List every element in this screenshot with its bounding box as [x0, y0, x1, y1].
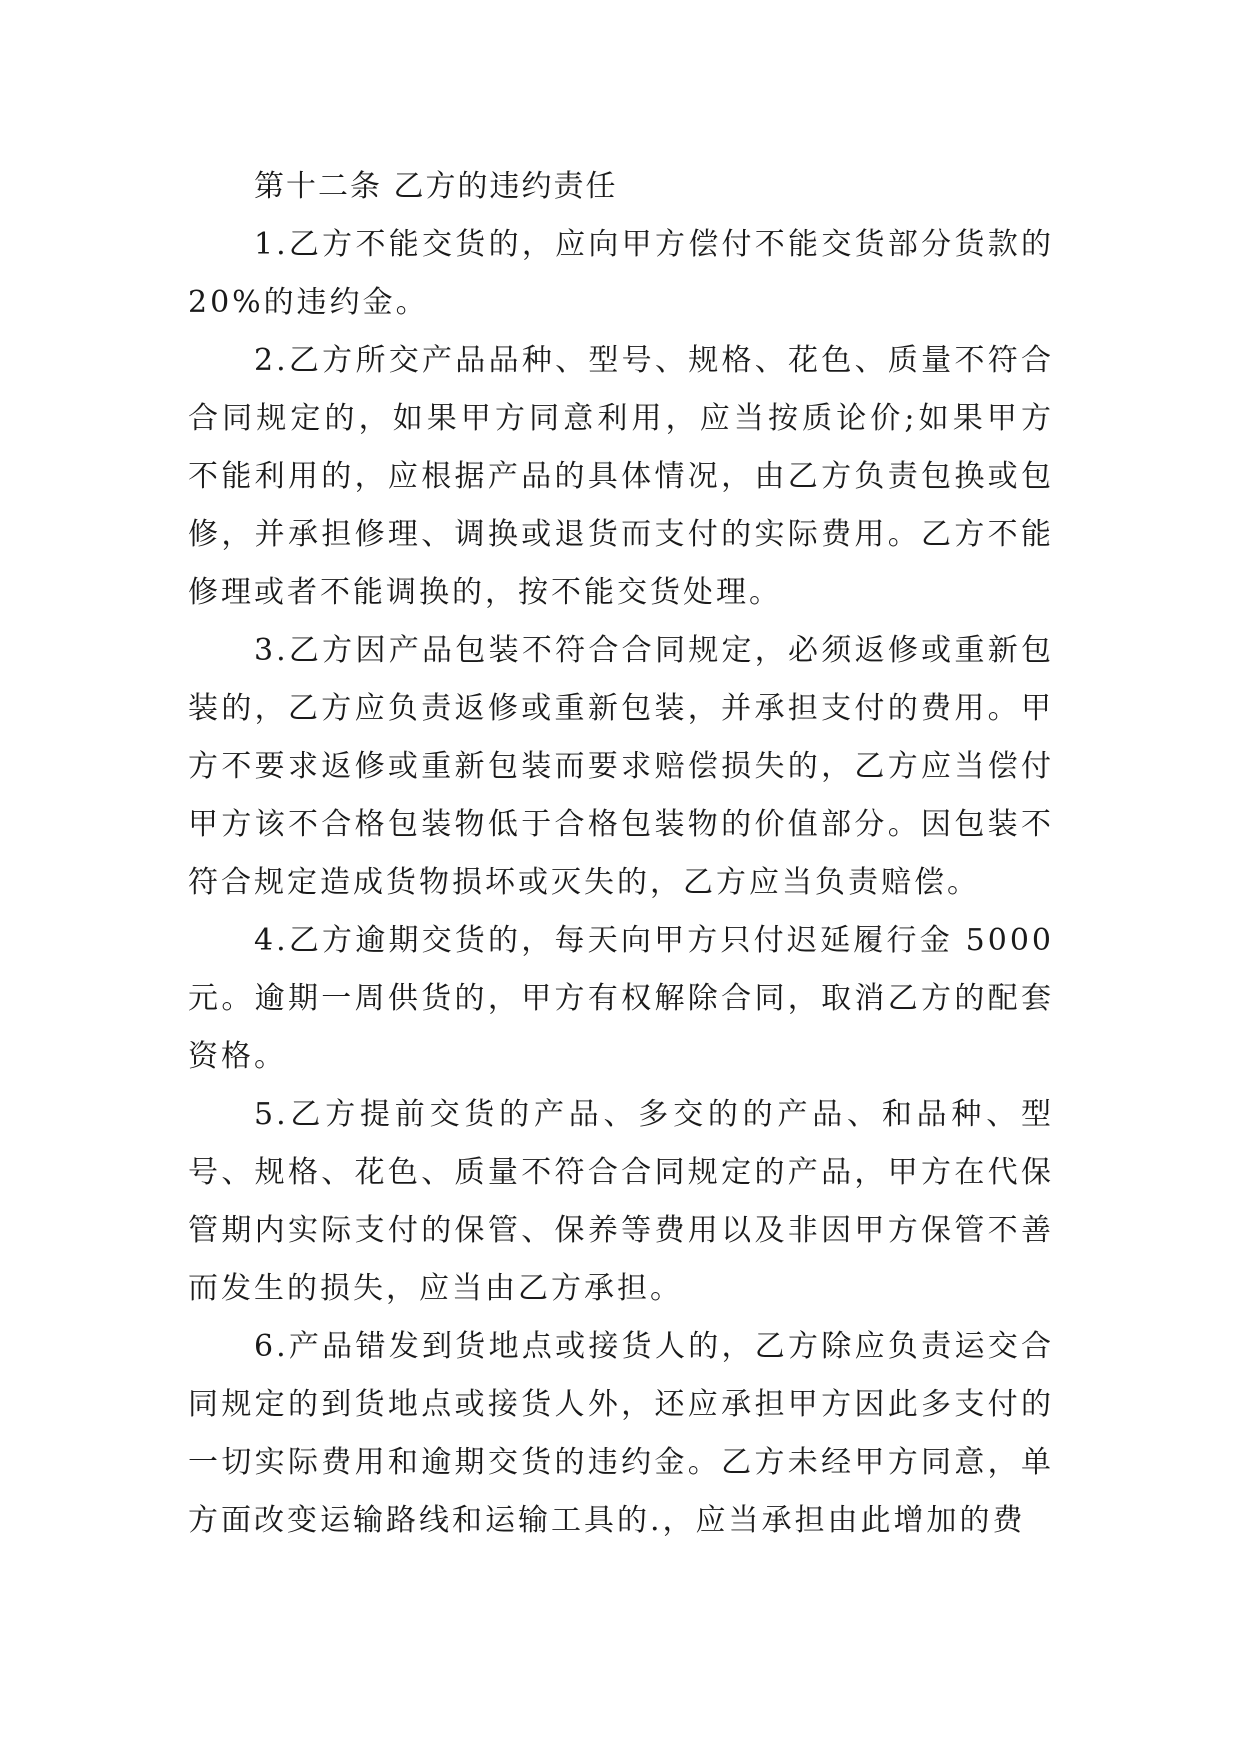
- clause-3: 3.乙方因产品包装不符合合同规定，必须返修或重新包装的，乙方应负责返修或重新包装，并承担支付的费用。甲方不要求返修或重新包装而要求赔偿损失的，乙方应当偿付甲方该不合格包装物低于合格包装物的价值部分。因包装不符合规定造成货物损坏或灭失的，乙方应当负责赔偿。: [188, 633, 1054, 900]
- clause-5: 5.乙方提前交货的产品、多交的的产品、和品种、型号、规格、花色、质量不符合合同规定的产品，甲方在代保管期内实际支付的保管、保养等费用以及非因甲方保管不善而发生的损失，应当由乙方承担。: [188, 1097, 1054, 1306]
- clause-2: 2.乙方所交产品品种、型号、规格、花色、质量不符合合同规定的，如果甲方同意利用，应当按质论价;如果甲方不能利用的，应根据产品的具体情况，由乙方负责包换或包修，并承担修理、调换或退货而支付的实际费用。乙方不能修理或者不能调换的，按不能交货处理。: [188, 343, 1054, 610]
- clause-4: 4.乙方逾期交货的，每天向甲方只付迟延履行金 5000元。逾期一周供货的，甲方有权解除合同，取消乙方的配套资格。: [188, 923, 1054, 1074]
- article-heading: 第十二条 乙方的违约责任: [254, 169, 618, 204]
- clause-1: 1.乙方不能交货的，应向甲方偿付不能交货部分货款的20%的违约金。: [188, 227, 1054, 320]
- document-body: [188, 158, 1054, 1550]
- clause-6: 6.产品错发到货地点或接货人的，乙方除应负责运交合同规定的到货地点或接货人外，还应承担甲方因此多支付的一切实际费用和逾期交货的违约金。乙方未经甲方同意，单方面改变运输路线和运输工具的.，应当承担由此增加的费: [188, 1329, 1054, 1538]
